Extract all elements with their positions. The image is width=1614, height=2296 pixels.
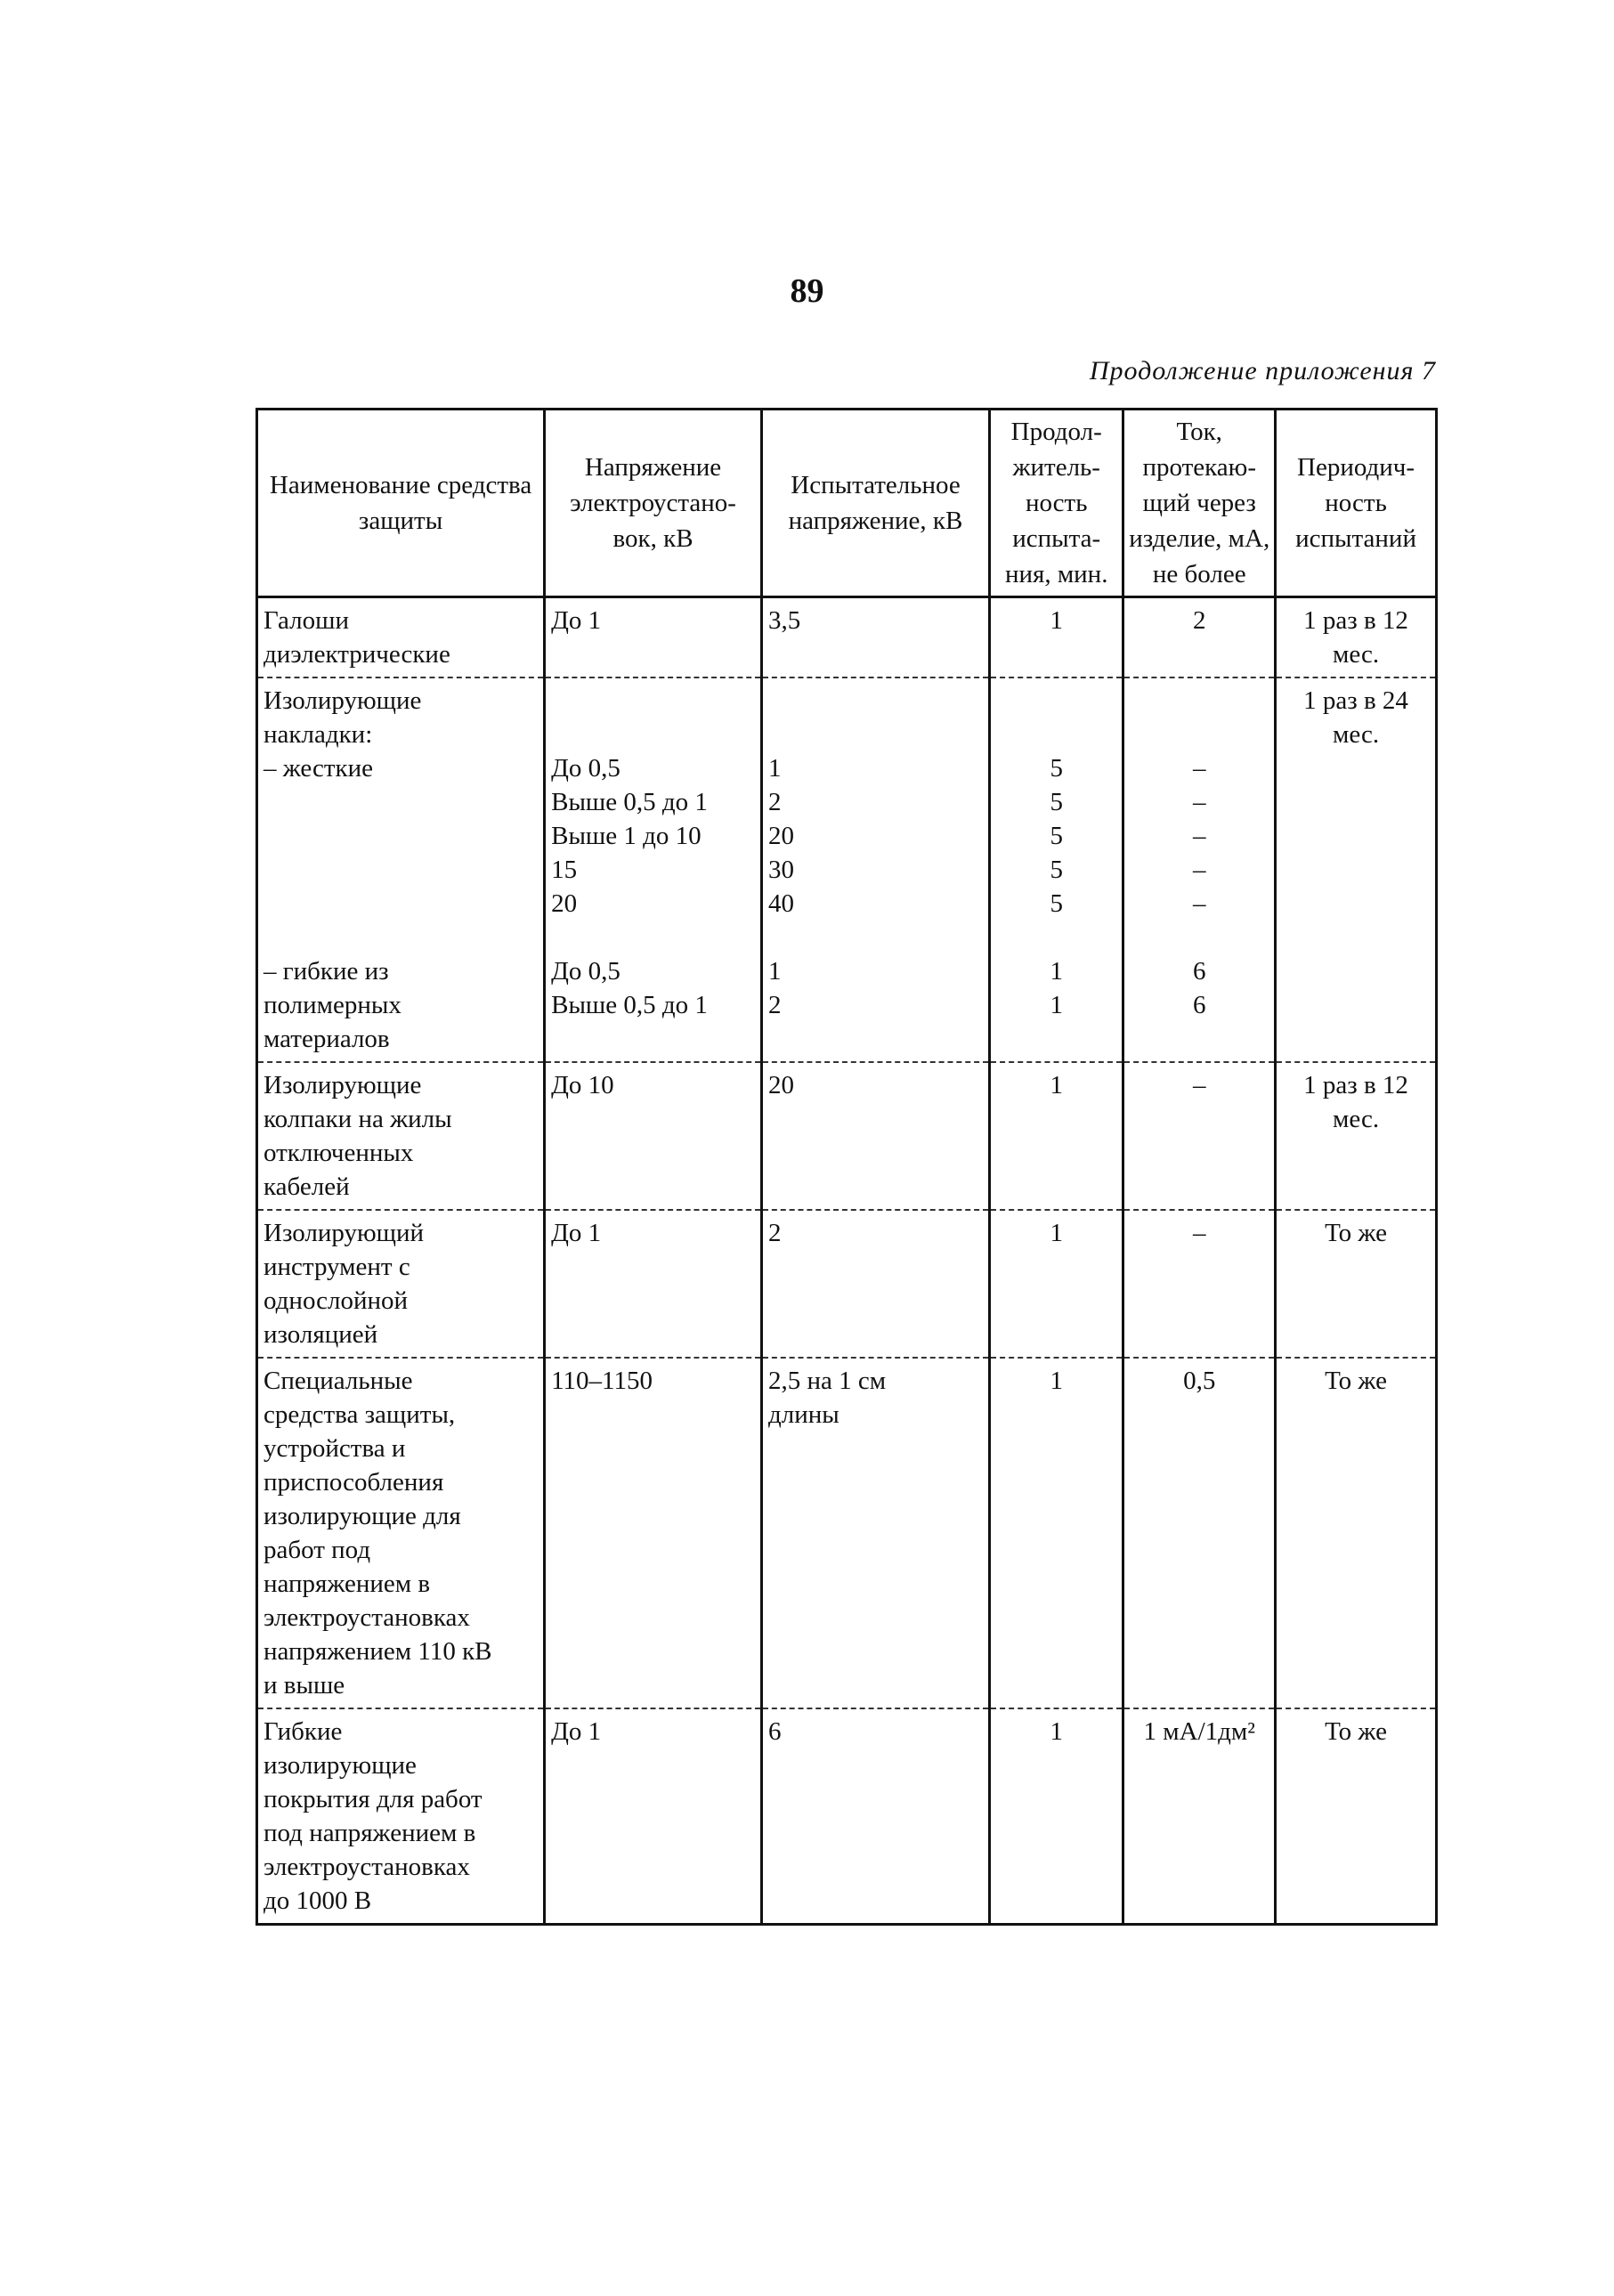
cell-line: До 10 [551, 1071, 614, 1099]
cell-line: под напряжением в [264, 1819, 476, 1847]
cell-line: Галоши [264, 606, 349, 635]
table-row [257, 1358, 1437, 1708]
cell-current [1123, 597, 1276, 678]
cell-line: напряжением в [264, 1570, 431, 1598]
cell-line: средства защиты, [264, 1400, 456, 1429]
cell-line [551, 1022, 755, 1056]
cell-current [1123, 677, 1276, 1062]
cell-current [1123, 1358, 1276, 1708]
table-row [257, 1708, 1437, 1925]
cell-line: мес. [1333, 640, 1380, 669]
cell-line: 2 [767, 1219, 782, 1247]
cell-line: До 1 [551, 1219, 602, 1247]
cell-duration [990, 1210, 1123, 1358]
cell-line: 1 [1050, 1071, 1063, 1099]
cell-line: электроустановках [264, 1853, 470, 1881]
cell-line: 1 мА/1дм² [1143, 1717, 1255, 1746]
cell-line: и выше [264, 1671, 345, 1700]
cell-line: – жесткие [264, 754, 374, 783]
cell-line: – [1192, 822, 1206, 850]
cell-line: Выше 1 до 10 [551, 822, 702, 850]
cell-line: 20 [767, 1071, 794, 1099]
header-current: Ток, протекаю-щий через изделие, мА, не более [1123, 410, 1276, 597]
cell-line: колпаки на жилы [264, 1105, 452, 1133]
cell-line: До 0,5 [551, 754, 620, 783]
cell-test [761, 1210, 989, 1358]
cell-line: 1 раз в 12 [1303, 606, 1408, 635]
cell-test [761, 1358, 989, 1708]
cell-current [1123, 1210, 1276, 1358]
cell-line [551, 921, 755, 954]
cell-line [551, 718, 755, 751]
cell-current [1123, 1708, 1276, 1925]
cell-voltage [545, 1210, 762, 1358]
cell-line: 2 [1192, 606, 1206, 635]
cell-line: – [1192, 788, 1206, 816]
cell-line: 6 [767, 1717, 782, 1746]
cell-line: То же [1325, 1717, 1387, 1746]
cell-line: кабелей [264, 1172, 350, 1201]
cell-period [1276, 1062, 1437, 1210]
cell-current [1123, 1062, 1276, 1210]
cell-line: 1 раз в 12 [1303, 1071, 1408, 1099]
cell-line: До 1 [551, 1717, 602, 1746]
cell-line [996, 718, 1116, 751]
cell-duration [990, 1708, 1123, 1925]
cell-voltage [545, 677, 762, 1062]
cell-name [257, 1708, 545, 1925]
cell-line [768, 921, 983, 954]
cell-line [1130, 921, 1269, 954]
cell-line: 1 [1050, 957, 1063, 986]
cell-duration [990, 677, 1123, 1062]
cell-name [257, 1358, 545, 1708]
cell-name [257, 1210, 545, 1358]
cell-line: 40 [767, 889, 794, 918]
cell-line [264, 921, 538, 954]
header-test-voltage: Испытательное напряжение, кВ [761, 410, 989, 597]
cell-line: изолирующие [264, 1751, 417, 1780]
cell-line: диэлектрические [264, 640, 450, 669]
cell-voltage [545, 1358, 762, 1708]
cell-line: изолирующие для [264, 1502, 461, 1530]
cell-line: 2 [767, 991, 782, 1019]
cell-line: однослойной [264, 1286, 409, 1315]
cell-line: накладки: [264, 720, 373, 749]
cell-line: Выше 0,5 до 1 [551, 991, 708, 1019]
cell-test [761, 597, 989, 678]
cell-line: 5 [1050, 788, 1063, 816]
cell-line: 6 [1192, 991, 1206, 1019]
cell-line [551, 684, 755, 718]
cell-line: Гибкие [264, 1717, 343, 1746]
cell-line [768, 718, 983, 751]
cell-line [768, 1022, 983, 1056]
cell-voltage [545, 1062, 762, 1210]
cell-line: 1 [1050, 606, 1063, 635]
cell-line: электроустановках [264, 1603, 470, 1632]
cell-name [257, 597, 545, 678]
cell-line: покрытия для работ [264, 1785, 483, 1813]
cell-line: 1 [1050, 1717, 1063, 1746]
cell-voltage [545, 597, 762, 678]
cell-line: 5 [1050, 856, 1063, 884]
cell-line [264, 785, 538, 819]
cell-line: Изолирующие [264, 686, 422, 715]
cell-line: полимерных [264, 991, 401, 1019]
cell-line: до 1000 В [264, 1886, 372, 1915]
header-voltage: Напряжение электроустано-вок, кВ [545, 410, 762, 597]
table-row [257, 597, 1437, 678]
table-row [257, 677, 1437, 1062]
cell-line: Изолирующий [264, 1219, 424, 1247]
cell-duration [990, 1062, 1123, 1210]
cell-line: мес. [1333, 720, 1380, 749]
cell-line: 110–1150 [551, 1367, 653, 1395]
cell-line: Выше 0,5 до 1 [551, 788, 708, 816]
cell-line: мес. [1333, 1105, 1380, 1133]
cell-line: 1 раз в 24 [1303, 686, 1408, 715]
cell-line: устройства и [264, 1434, 406, 1463]
cell-test [761, 1062, 989, 1210]
cell-duration [990, 1358, 1123, 1708]
cell-line: 3,5 [767, 606, 801, 635]
cell-period [1276, 1210, 1437, 1358]
cell-line [264, 819, 538, 853]
cell-line: 1 [1050, 1219, 1063, 1247]
cell-line: 1 [767, 957, 782, 986]
cell-line [768, 684, 983, 718]
cell-line: До 0,5 [551, 957, 620, 986]
cell-period [1276, 1358, 1437, 1708]
cell-period [1276, 597, 1437, 678]
cell-period [1276, 1708, 1437, 1925]
page-number: 89 [790, 272, 824, 310]
cell-line: 30 [767, 856, 794, 884]
cell-line [996, 684, 1116, 718]
cell-line: – [1192, 754, 1206, 783]
cell-line: – [1192, 1219, 1206, 1247]
table-header-row [257, 410, 1437, 597]
cell-line: напряжением 110 кВ [264, 1637, 492, 1666]
cell-line [996, 1022, 1116, 1056]
cell-test [761, 677, 989, 1062]
cell-test [761, 1708, 989, 1925]
cell-duration [990, 597, 1123, 678]
cell-line: 5 [1050, 889, 1063, 918]
continuation-caption: Продолжение приложения 7 [1089, 356, 1436, 385]
header-name: Наименование средства защиты [257, 410, 545, 597]
cell-line: изоляцией [264, 1320, 378, 1349]
table-row [257, 1062, 1437, 1210]
cell-line: материалов [264, 1025, 390, 1053]
cell-line: 2,5 на 1 см [767, 1367, 887, 1395]
cell-line: длины [767, 1400, 839, 1429]
cell-line: До 1 [551, 606, 602, 635]
cell-line [996, 921, 1116, 954]
cell-line: – [1192, 889, 1206, 918]
cell-line: 20 [767, 822, 794, 850]
header-duration: Продол-житель-ность испыта-ния, мин. [990, 410, 1123, 597]
cell-line: 1 [1050, 991, 1063, 1019]
cell-line: 5 [1050, 754, 1063, 783]
cell-line: Изолирующие [264, 1071, 422, 1099]
cell-line [264, 853, 538, 887]
cell-line: отключенных [264, 1139, 414, 1167]
cell-line: 6 [1192, 957, 1206, 986]
cell-line: 15 [551, 856, 578, 884]
cell-line: То же [1325, 1219, 1387, 1247]
cell-line: инструмент с [264, 1253, 410, 1281]
cell-line: 1 [767, 754, 782, 783]
cell-line: 20 [551, 889, 578, 918]
cell-line [1130, 684, 1269, 718]
cell-line: 5 [1050, 822, 1063, 850]
cell-line: – [1192, 856, 1206, 884]
cell-name [257, 1062, 545, 1210]
cell-line: То же [1325, 1367, 1387, 1395]
cell-line: – [1192, 1071, 1206, 1099]
cell-line: 1 [1050, 1367, 1063, 1395]
cell-line: – гибкие из [264, 957, 389, 986]
cell-line [264, 887, 538, 921]
cell-line [1130, 1022, 1269, 1056]
table-row [257, 1210, 1437, 1358]
cell-line: приспособления [264, 1468, 444, 1497]
cell-voltage [545, 1708, 762, 1925]
protection-means-table [255, 408, 1438, 1926]
cell-line: работ под [264, 1536, 371, 1564]
header-period: Периодич-ность испытаний [1276, 410, 1437, 597]
cell-line: 0,5 [1183, 1367, 1216, 1395]
cell-line [1130, 718, 1269, 751]
cell-line: 2 [767, 788, 782, 816]
cell-period [1276, 677, 1437, 1062]
cell-name [257, 677, 545, 1062]
cell-line: Специальные [264, 1367, 413, 1395]
